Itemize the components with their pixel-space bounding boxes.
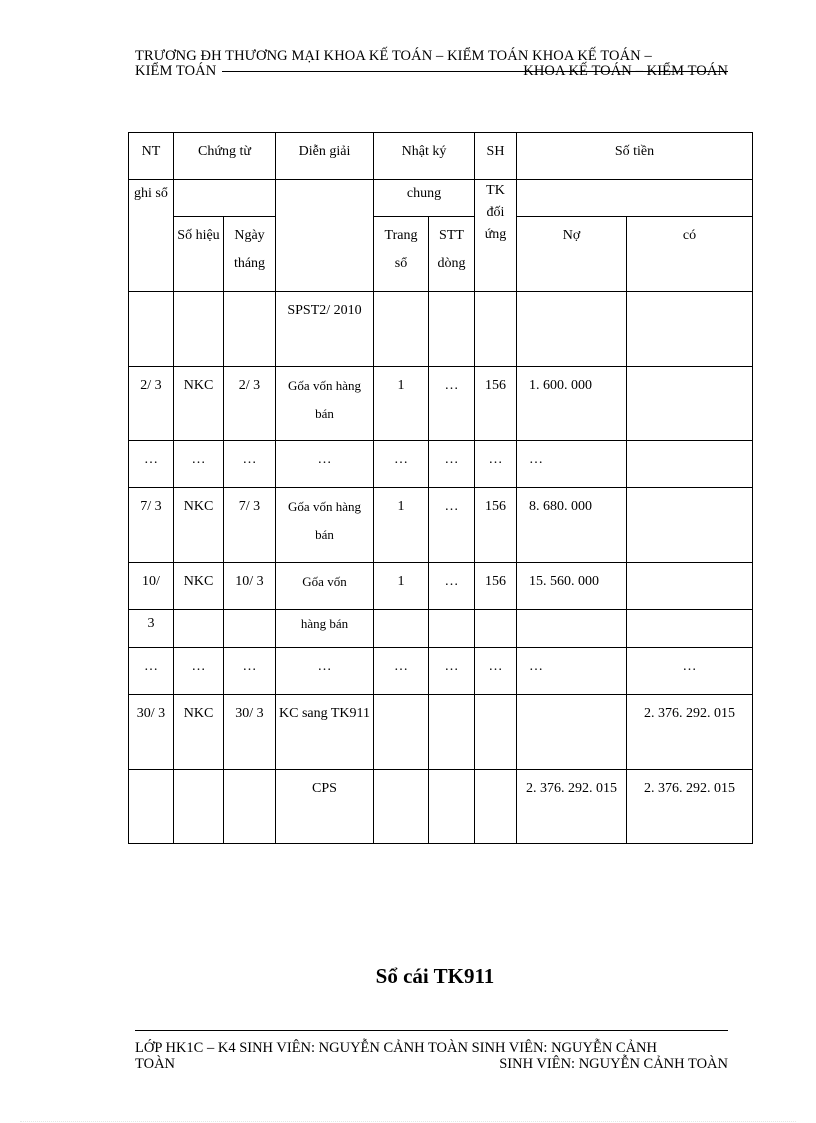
cell-stt [429,695,475,770]
cell-trang [374,770,429,844]
head-chung-tu: Chứng từ [174,133,276,180]
cell-ngay: 10/ 3 [224,563,276,610]
footer-rule [135,1030,728,1031]
cell-co [627,441,753,488]
cell-ngay: 2/ 3 [224,367,276,441]
cell-stt: … [429,648,475,695]
head-dien-giai: Diễn giải [276,133,374,180]
cell-so-hieu [174,292,224,367]
cell-trang [374,292,429,367]
cell-trang [374,610,429,648]
cell-co [627,367,753,441]
cell-no [517,695,627,770]
cell-co: … [627,648,753,695]
head-co: có [627,217,753,292]
cell-no [517,610,627,648]
cell-no: 8. 680. 000 [517,488,627,563]
cell-co [627,610,753,648]
cell-co: 2. 376. 292. 015 [627,770,753,844]
cell-trang: … [374,648,429,695]
cell-ngay [224,292,276,367]
cell-nt: 3 [129,610,174,648]
cell-nt: 7/ 3 [129,488,174,563]
cell-nt [129,770,174,844]
header-row-1 [129,133,753,180]
head-chung: chung [374,180,475,217]
header-row-2 [129,180,753,217]
header-line-1: TRƯƠNG ĐH THƯƠNG MẠI KHOA KẾ TOÁN – KIỂM TOÁN KHOA KẾ TOÁN – [135,48,652,64]
cell-so-hieu: … [174,441,224,488]
head-no: Nợ [517,217,627,292]
header-row-3 [129,217,753,292]
cell-stt: … [429,488,475,563]
cell-dien-giai: … [276,648,374,695]
cell-trang [374,695,429,770]
cell-trang: 1 [374,367,429,441]
cell-so-hieu: NKC [174,563,224,610]
footer-line-1: LỚP HK1C – K4 SINH VIÊN: NGUYỄN CẢNH TOÀN SINH VIÊN: NGUYỄN CẢNH [135,1040,657,1056]
cell-no: … [517,441,627,488]
head-nt: NT [129,133,174,180]
head-tk-doi-ung: TK đối ứng [475,180,517,292]
table-row [129,563,753,610]
table-row [129,695,753,770]
cell-dien-giai: … [276,441,374,488]
cell-so-hieu [174,770,224,844]
head-so-hieu: Số hiệu [174,217,224,292]
cell-ngay [224,770,276,844]
page-header [135,49,728,80]
cell-co [627,563,753,610]
cell-trang: … [374,441,429,488]
cell-no: … [517,648,627,695]
cell-nt: 2/ 3 [129,367,174,441]
cell-sh [475,292,517,367]
table-row [129,648,753,695]
cell-trang: 1 [374,488,429,563]
table-row [129,292,753,367]
cell-ngay [224,610,276,648]
table-row [129,610,753,648]
table-row [129,770,753,844]
head-ghi-so: ghi sổ [129,180,174,292]
table-row [129,367,753,441]
cell-no: 1. 600. 000 [517,367,627,441]
cell-sh [475,695,517,770]
cell-ngay: … [224,441,276,488]
cell-nt: … [129,441,174,488]
cell-stt: … [429,367,475,441]
footer-line-2-right: SINH VIÊN: NGUYỄN CẢNH TOÀN [499,1056,728,1072]
cell-co [627,488,753,563]
cell-so-hieu: NKC [174,695,224,770]
cell-ngay: 30/ 3 [224,695,276,770]
cell-sh: 156 [475,488,517,563]
head-so-tien-blank [517,180,753,217]
ledger-title: Sổ cái TK911 [375,964,495,988]
cell-stt [429,610,475,648]
cell-sh: 156 [475,367,517,441]
cell-no [517,292,627,367]
cell-nt [129,292,174,367]
cell-sh [475,770,517,844]
ledger-table [128,132,753,844]
page-edge-dots [20,1121,796,1122]
cell-dien-giai: CPS [276,770,374,844]
cell-so-hieu: NKC [174,367,224,441]
cell-co [627,292,753,367]
cell-stt [429,770,475,844]
cell-sh: … [475,648,517,695]
cell-dien-giai: Gốa vốn [276,563,374,610]
cell-co: 2. 376. 292. 015 [627,695,753,770]
cell-ngay: … [224,648,276,695]
cell-no: 2. 376. 292. 015 [517,770,627,844]
cell-dien-giai: SPST2/ 2010 [276,292,374,367]
cell-sh: 156 [475,563,517,610]
head-so-tien: Số tiền [517,133,753,180]
head-dien-giai-blank [276,180,374,292]
cell-stt [429,292,475,367]
cell-nt: 10/ [129,563,174,610]
cell-dien-giai: KC sang TK911 [276,695,374,770]
footer-line-2 [135,1056,728,1072]
cell-trang: 1 [374,563,429,610]
head-trang-so: Trang sổ [374,217,429,292]
head-sh: SH [475,133,517,180]
head-ngay-thang: Ngày tháng [224,217,276,292]
cell-sh: … [475,441,517,488]
cell-stt: … [429,441,475,488]
page-footer [135,1040,728,1072]
cell-dien-giai: Gốa vốn hàng bán [276,367,374,441]
cell-ngay: 7/ 3 [224,488,276,563]
head-chung-tu-blank [174,180,276,217]
cell-sh [475,610,517,648]
cell-dien-giai: Gốa vốn hàng bán [276,488,374,563]
cell-dien-giai: hàng bán [276,610,374,648]
table-row [129,441,753,488]
cell-stt: … [429,563,475,610]
header-line-2 [135,64,728,80]
cell-no: 15. 560. 000 [517,563,627,610]
head-stt-dong: STT dòng [429,217,475,292]
footer-line-2-left: TOÀN [135,1056,176,1072]
header-line-2-left: KIỂM TOÁN [135,63,217,79]
cell-so-hieu: NKC [174,488,224,563]
cell-nt: 30/ 3 [129,695,174,770]
cell-so-hieu: … [174,648,224,695]
cell-nt: … [129,648,174,695]
head-nhat-ky: Nhật ký [374,133,475,180]
header-rule [222,71,728,72]
cell-so-hieu [174,610,224,648]
header-line-2-right: KHOA KẾ TOÁN – KIỂM TOÁN [523,63,728,79]
table-row [129,488,753,563]
